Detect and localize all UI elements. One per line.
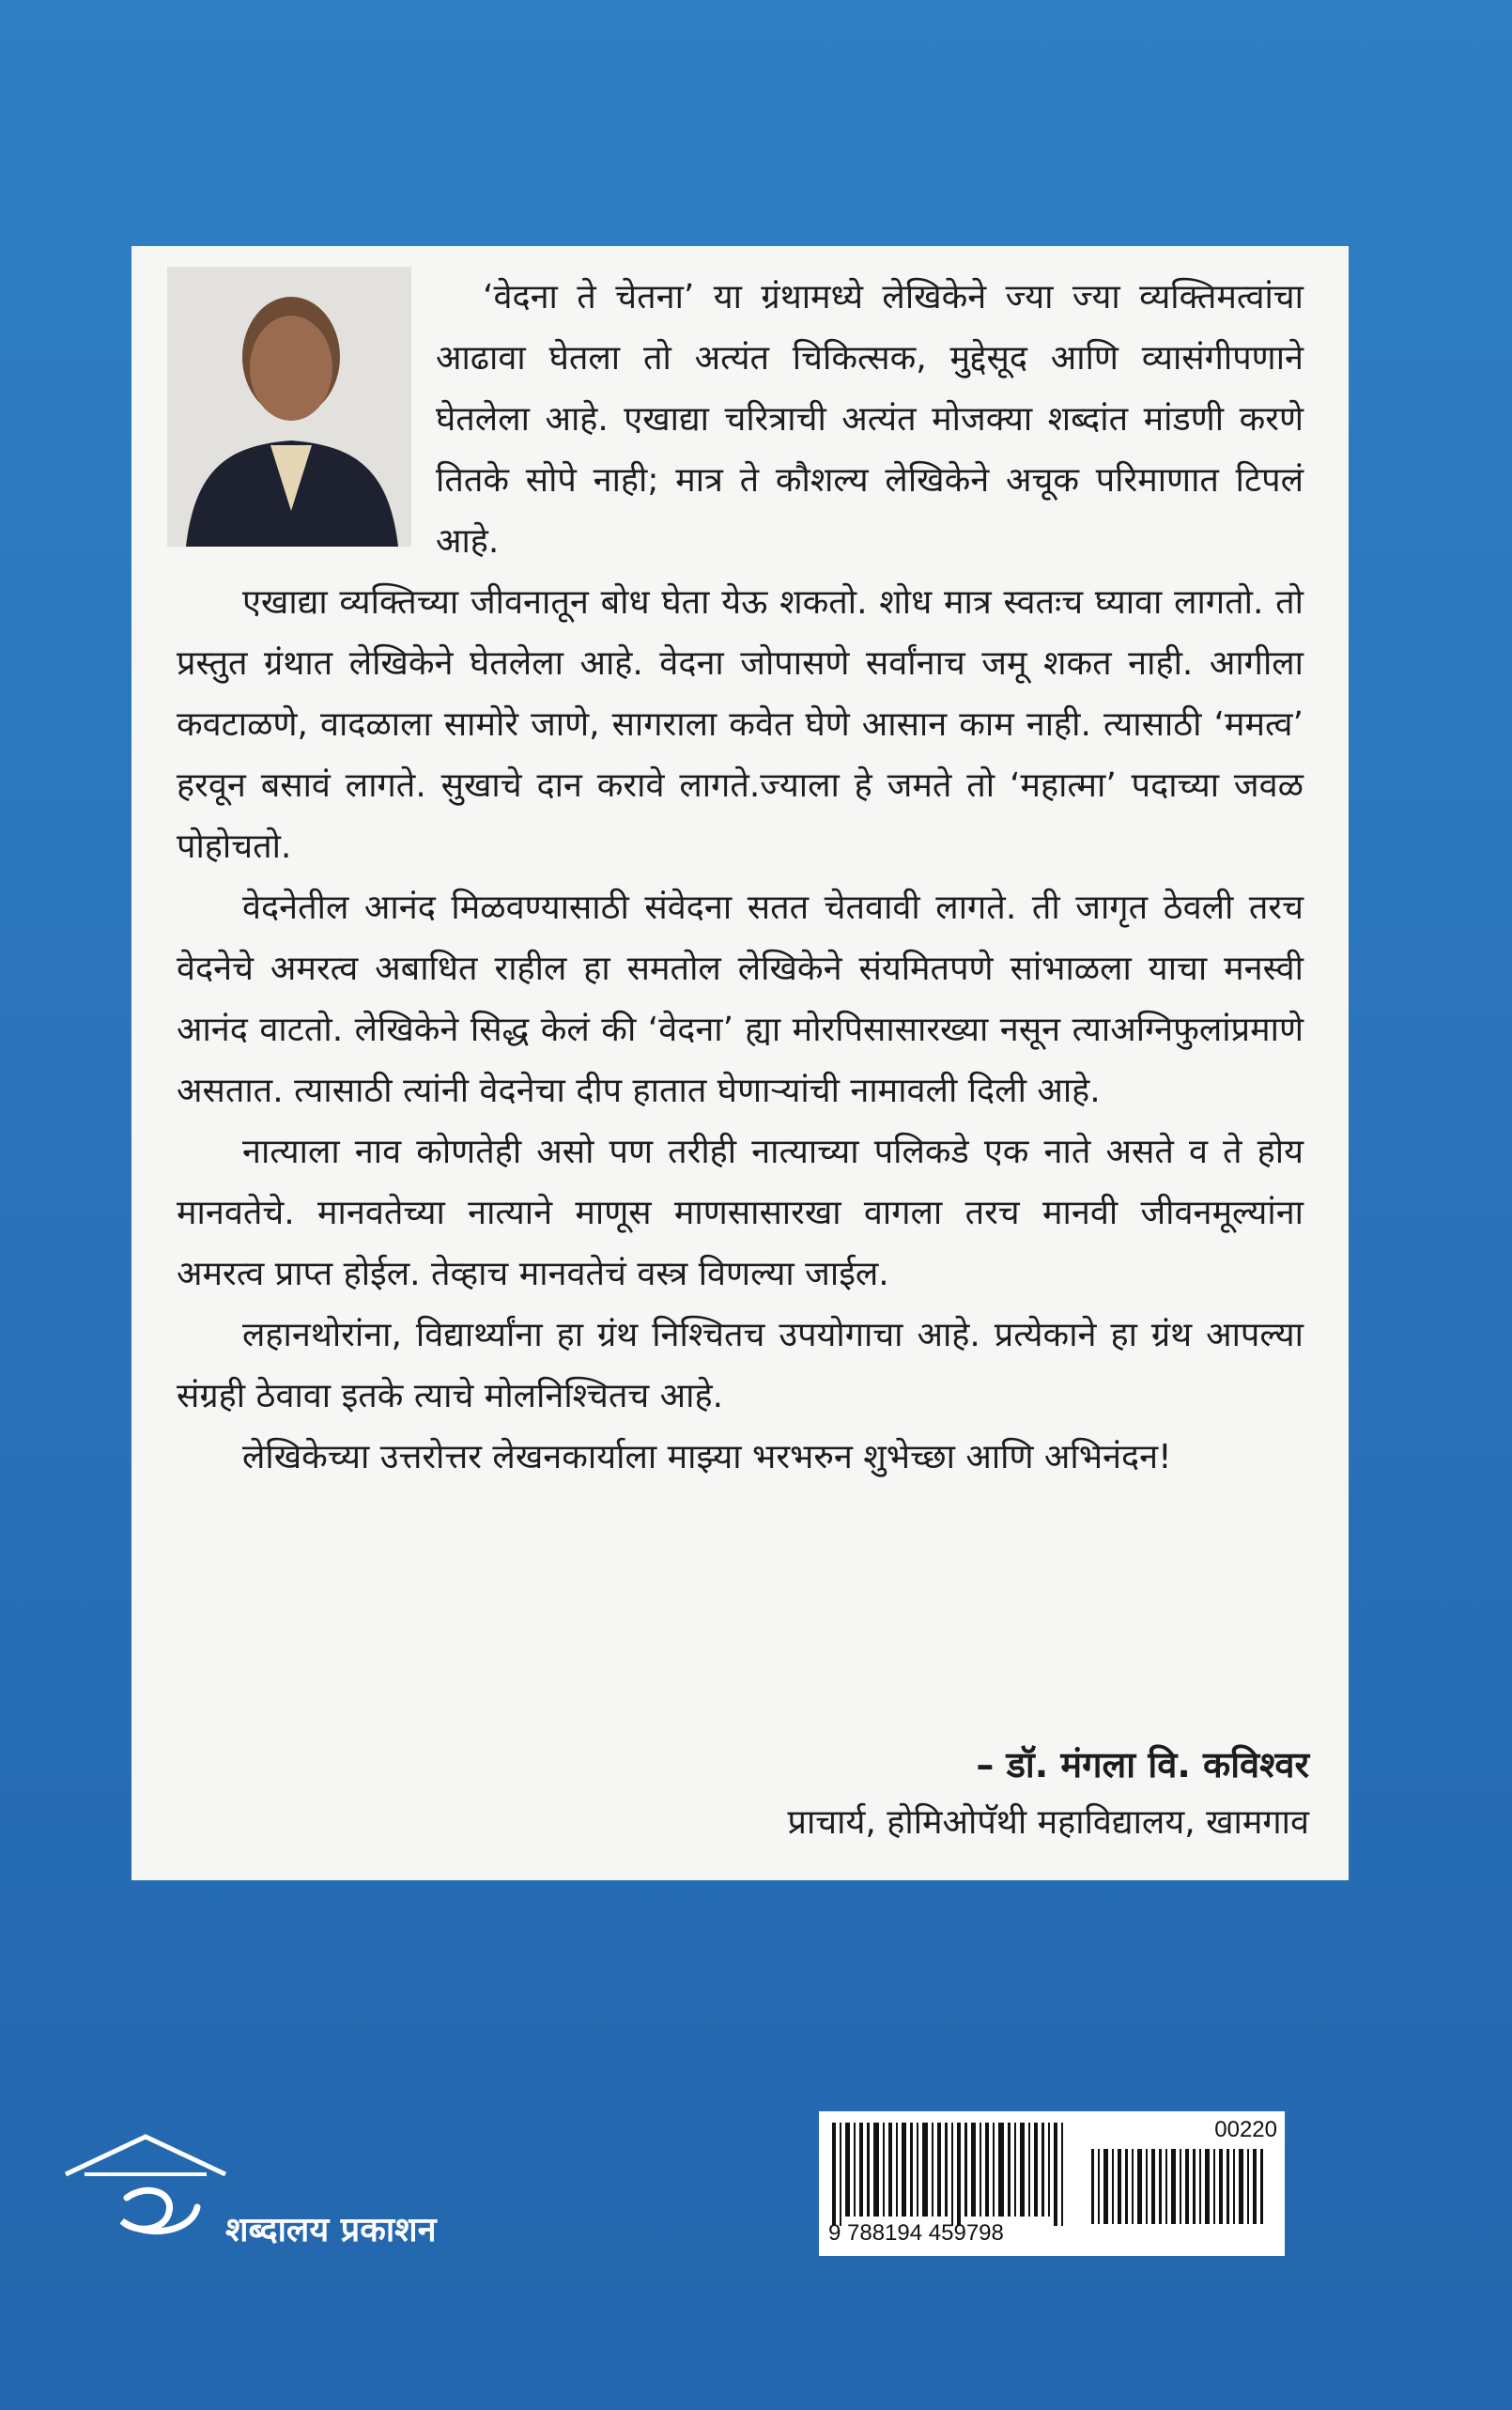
signature-name: – डॉ. मंगला वि. कविश्वर bbox=[976, 1744, 1309, 1785]
preface-paragraph-1: ‘वेदना ते चेतना’ या ग्रंथामध्ये लेखिकेने ज्या ज्या व्यक्तिमत्वांचा आढावा घेतला तो अत्यंत चिकित्सक, मुद्देसूद आणि व्यासंगीपणाने घेतलेला आहे. एखाद्या चरित्राची अत्यंत मोजक्या शब्दांत मांडणी करणे तितके सोपे नाही; मात्र ते कौशल्य लेखिकेने अचूक परिमाणात टिपलं आहे. bbox=[436, 278, 1304, 561]
isbn-number: 9 788194 459798 bbox=[828, 2220, 1004, 2246]
preface-panel bbox=[131, 246, 1349, 1880]
publisher-logo-icon bbox=[56, 2118, 244, 2259]
signature-role: प्राचार्य, होमिओपॅथी महाविद्यालय, खामगाव bbox=[787, 1803, 1309, 1842]
preface-paragraph-3: वेदनेतील आनंद मिळवण्यासाठी संवेदना सतत चेतवावी लागते. ती जागृत ठेवली तरच वेदनेचे अमरत्व अबाधित राहील हा समतोल लेखिकेने संयमितपणे सांभाळला याचा मनस्वी आनंद वाटतो. लेखिकेने सिद्ध केलं की ‘वेदना’ ह्या मोरपिसासारख्या नसून त्याअग्निफुलांप्रमाणे असतात. त्यासाठी त्यांनी वेदनेचा दीप हातात घेणाऱ्यांची नामावली दिली आहे. bbox=[177, 888, 1304, 1110]
price-code: 00220 bbox=[1214, 2117, 1277, 2142]
preface-paragraph-4: नात्याला नाव कोणतेही असो पण तरीही नात्याच्या पलिकडे एक नाते असते व ते होय मानवतेचे. मानवतेच्या नात्याने माणूस माणसासारखा वागला तरच मानवी जीवनमूल्यांना अमरत्व प्राप्त होईल. तेव्हाच मानवतेचं वस्त्र विणल्या जाईल. bbox=[177, 1133, 1304, 1293]
preface-text bbox=[177, 267, 1304, 1488]
preface-paragraph-5: लहानथोरांना, विद्यार्थ्यांना हा ग्रंथ निश्चितच उपयोगाचा आहे. प्रत्येकाने हा ग्रंथ आपल्या संग्रही ठेवावा इतके त्याचे मोलनिश्चितच आहे. bbox=[177, 1316, 1304, 1415]
publisher-name: शब्दालय प्रकाशन bbox=[225, 2211, 437, 2249]
preface-paragraph-6: लेखिकेच्या उत्तरोत्तर लेखनकार्याला माझ्या भरभरुन शुभेच्छा आणि अभिनंदन! bbox=[242, 1438, 1172, 1476]
preface-paragraph-2: एखाद्या व्यक्तिच्या जीवनातून बोध घेता येऊ शकतो. शोध मात्र स्वतःच घ्यावा लागतो. तो प्रस्तुत ग्रंथात लेखिकेने घेतलेला आहे. वेदना जोपासणे सर्वांनाच जमू शकत नाही. आगीला कवटाळणे, वादळाला सामोरे जाणे, सागराला कवेत घेणे आसान काम नाही. त्यासाठी ‘ममत्व’ हरवून बसावं लागते. सुखाचे दान करावे लागते.ज्याला हे जमते तो ‘महात्मा’ पदाच्या जवळ पोहोचतो. bbox=[177, 583, 1304, 866]
isbn-barcode bbox=[819, 2111, 1285, 2256]
